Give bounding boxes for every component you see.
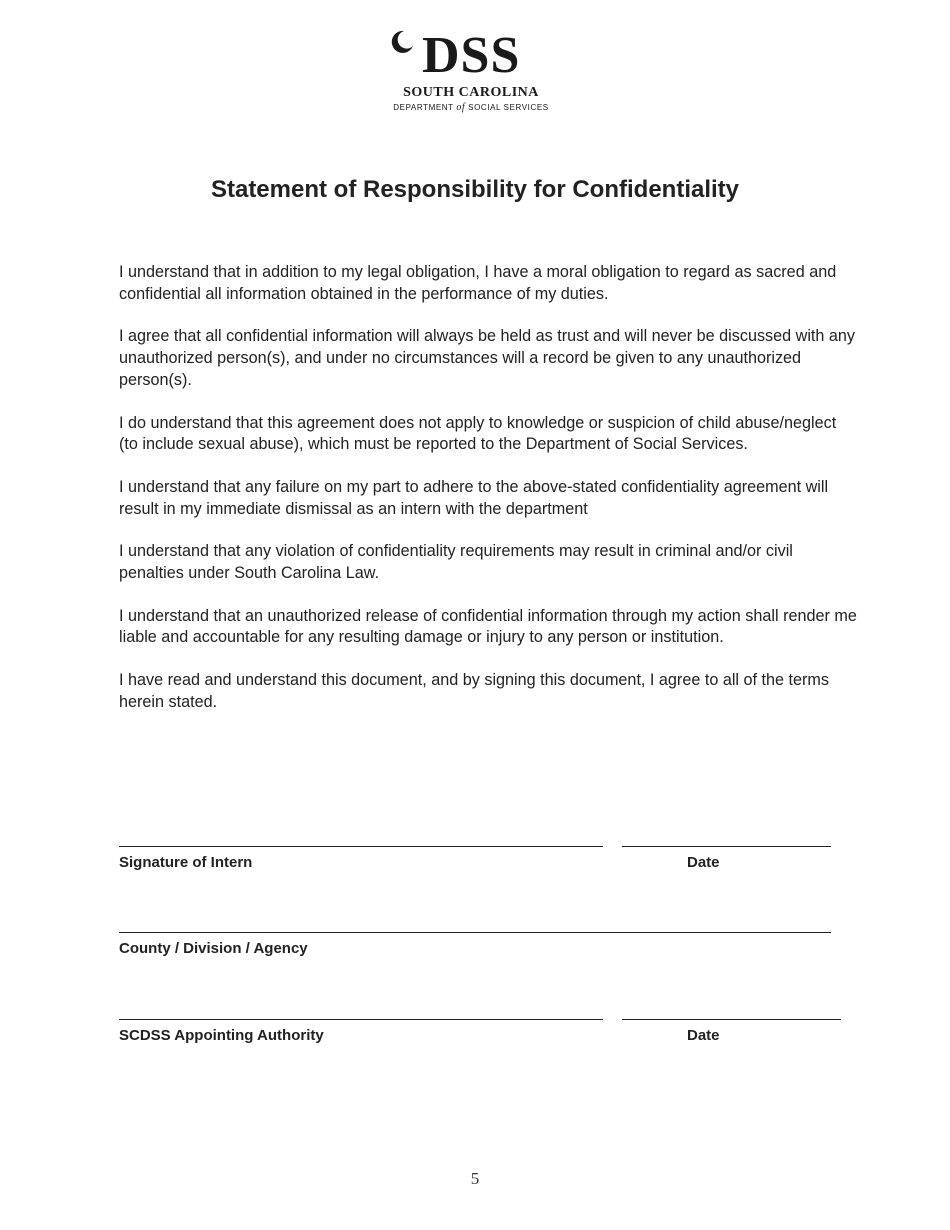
logo-dept-suffix: SOCIAL SERVICES — [468, 103, 549, 112]
intern-date-label: Date — [687, 854, 720, 871]
crescent-moon-icon — [390, 30, 414, 54]
intern-signature-row — [119, 846, 849, 886]
agency-row — [119, 932, 849, 972]
statement-body — [119, 262, 859, 735]
authority-label: SCDSS Appointing Authority — [119, 1027, 324, 1044]
dss-logo — [386, 28, 556, 118]
agency-label: County / Division / Agency — [119, 940, 308, 957]
statement-paragraph: I understand that an unauthorized release of confidential information through my action shall render me liable and accountable for any resulting damage or injury to any person or institution. — [119, 606, 857, 647]
logo-acronym: DSS — [422, 27, 521, 84]
statement-paragraph: I understand that in addition to my legal obligation, I have a moral obligation to regard as sacred and confidential all information obtained in the performance of my duties. — [119, 263, 837, 303]
page-title: Statement of Responsibility for Confidentiality — [210, 176, 740, 204]
logo-dept-of: of — [456, 102, 466, 113]
statement-paragraph: I understand that any violation of confidentiality requirements may result in criminal and/or civil penalties under South Carolina Law. — [119, 542, 793, 583]
intern-signature-line[interactable] — [119, 846, 603, 847]
page-number: 5 — [470, 1169, 480, 1188]
authority-signature-line[interactable] — [119, 1019, 603, 1020]
statement-paragraph: I do understand that this agreement does not apply to knowledge or suspicion of child abuse/neglect (to include sexual abuse), which must be reported to the Department of Social Services. — [119, 413, 837, 454]
logo-dept-prefix: DEPARTMENT — [393, 103, 454, 112]
agency-line[interactable] — [119, 932, 831, 933]
statement-paragraph: I have read and understand this document, and by signing this document, I agree to all of the terms herein stated. — [119, 671, 829, 711]
logo-state: SOUTH CAROLINA — [403, 85, 539, 100]
intern-date-line[interactable] — [622, 846, 831, 847]
authority-signature-row — [119, 1019, 849, 1059]
intern-signature-label: Signature of Intern — [119, 854, 253, 871]
logo-department — [386, 103, 556, 113]
authority-date-label: Date — [687, 1027, 720, 1044]
authority-date-line[interactable] — [622, 1019, 841, 1020]
statement-paragraph: I understand that any failure on my part to adhere to the above-stated confidentiality agreement will result in my immediate dismissal as an intern with the department — [119, 477, 829, 518]
statement-paragraph: I agree that all confidential information will always be held as trust and will never be discussed with any unauthorized person(s), and under no circumstances will a record be given to any unauthorized person(s). — [119, 327, 856, 389]
